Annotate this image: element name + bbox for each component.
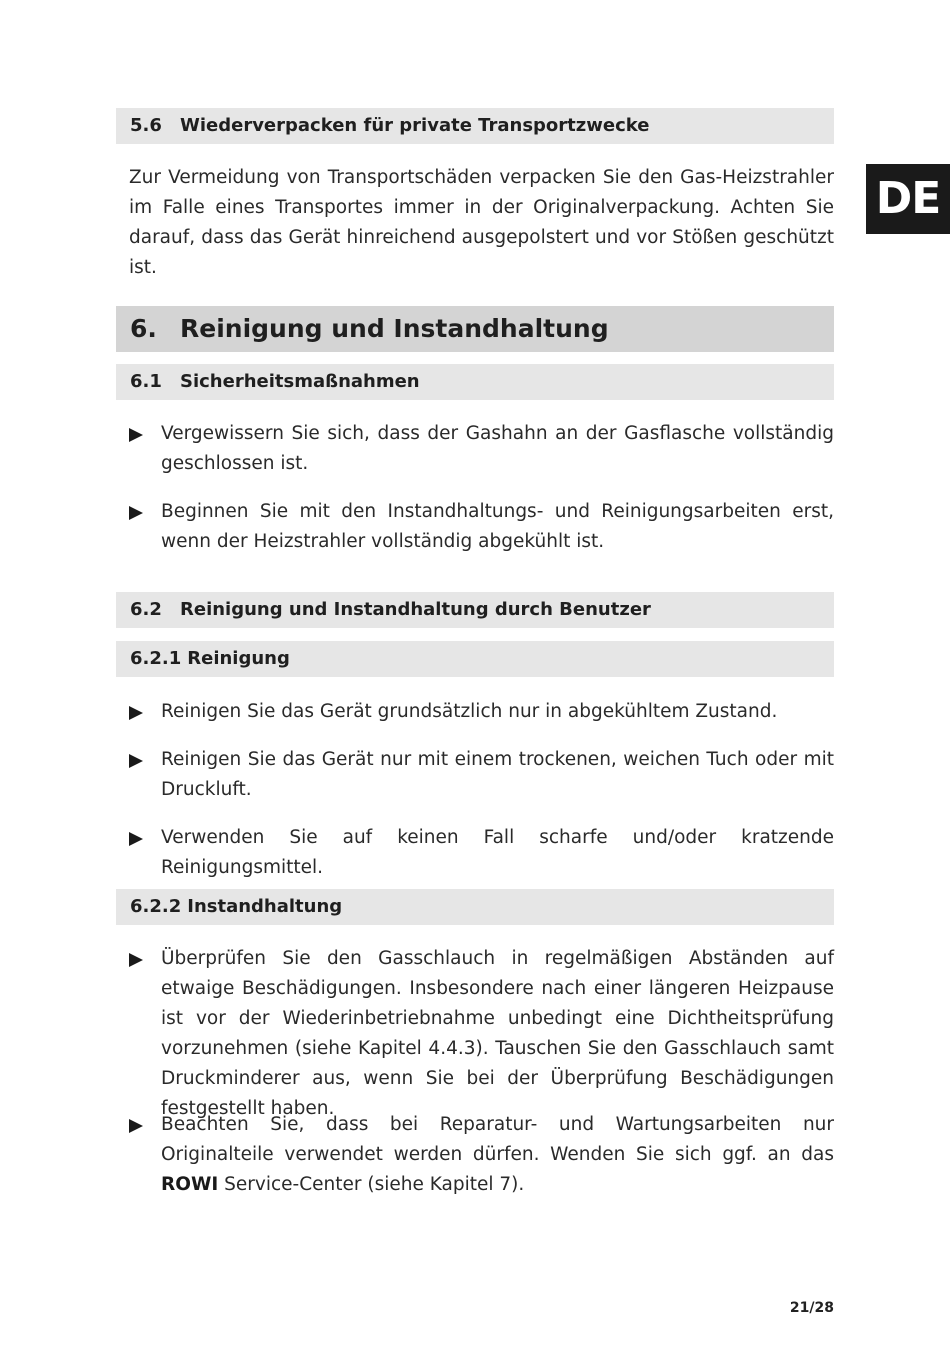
section-title: Wiederverpacken für private Transportzwecke xyxy=(180,115,650,136)
bullet-arrow-icon xyxy=(129,953,143,967)
section-heading-6-2 xyxy=(116,592,834,628)
chapter-title: Reinigung und Instandhaltung xyxy=(180,314,609,343)
section-number: 5.6 xyxy=(130,115,162,136)
section-number: 6.2 xyxy=(130,599,162,620)
list-item: Reinigen Sie das Gerät grundsätzlich nur in abgekühltem Zustand. xyxy=(129,697,834,727)
section-heading-6-2-1 xyxy=(116,641,834,677)
bullet-arrow-icon xyxy=(129,832,143,846)
section-number: 6.2.2 xyxy=(130,896,182,917)
brand-name: ROWI xyxy=(161,1174,219,1195)
section-heading-6-1 xyxy=(116,364,834,400)
list-item: Vergewissern Sie sich, dass der Gashahn an der Gasflasche vollständig geschlossen ist. xyxy=(129,419,834,479)
bullet-arrow-icon xyxy=(129,428,143,442)
bullet-arrow-icon xyxy=(129,506,143,520)
section-title: Reinigung und Instandhaltung durch Benutzer xyxy=(180,599,651,620)
chapter-heading-6 xyxy=(116,306,834,352)
section-heading-6-2-2 xyxy=(116,889,834,925)
section-title: Sicherheitsmaßnahmen xyxy=(180,371,420,392)
bullet-arrow-icon xyxy=(129,706,143,720)
section-heading-5-6 xyxy=(116,108,834,144)
list-item: Beginnen Sie mit den Instandhaltungs- und Reinigungsarbeiten erst, wenn der Heizstrahler vollständig abgekühlt ist. xyxy=(129,497,834,557)
list-item: Überprüfen Sie den Gasschlauch in regelmäßigen Abständen auf etwaige Beschädigungen. Insbesondere nach einer längeren Heizpause ist vor der Wiederinbetriebnahme unbedingt eine Dichtheitsprüfung vorzunehmen (siehe Kapitel 4.4.3). Tauschen Sie den Gasschlauch samt Druckminderer aus, wenn Sie bei der Überprüfung Beschädigungen festgestellt haben. xyxy=(129,944,834,1124)
section-title: Reinigung xyxy=(187,648,290,669)
list-item: Beachten Sie, dass bei Reparatur- und Wartungsarbeiten nur Originalteile verwendet werden dürfen. Wenden Sie sich ggf. an das ROWI Service-Center (siehe Kapitel 7). xyxy=(129,1110,834,1200)
bullet-arrow-icon xyxy=(129,754,143,768)
bullet-arrow-icon xyxy=(129,1119,143,1133)
section-number: 6.2.1 xyxy=(130,648,182,669)
paragraph-5-6: Zur Vermeidung von Transportschäden verpacken Sie den Gas-Heizstrahler im Falle eines Transportes immer in der Originalverpackung. Achten Sie darauf, dass das Gerät hinreichend ausgepolstert und vor Stößen geschützt ist. xyxy=(129,167,834,278)
section-number: 6.1 xyxy=(130,371,162,392)
page-number: 21/28 xyxy=(789,1300,834,1316)
list-item: Verwenden Sie auf keinen Fall scharfe und/oder kratzende Reinigungsmittel. xyxy=(129,823,834,883)
language-tab: DE xyxy=(866,164,950,234)
section-title: Instandhaltung xyxy=(187,896,343,917)
list-item: Reinigen Sie das Gerät nur mit einem trockenen, weichen Tuch oder mit Druckluft. xyxy=(129,745,834,805)
chapter-number: 6. xyxy=(130,314,157,343)
